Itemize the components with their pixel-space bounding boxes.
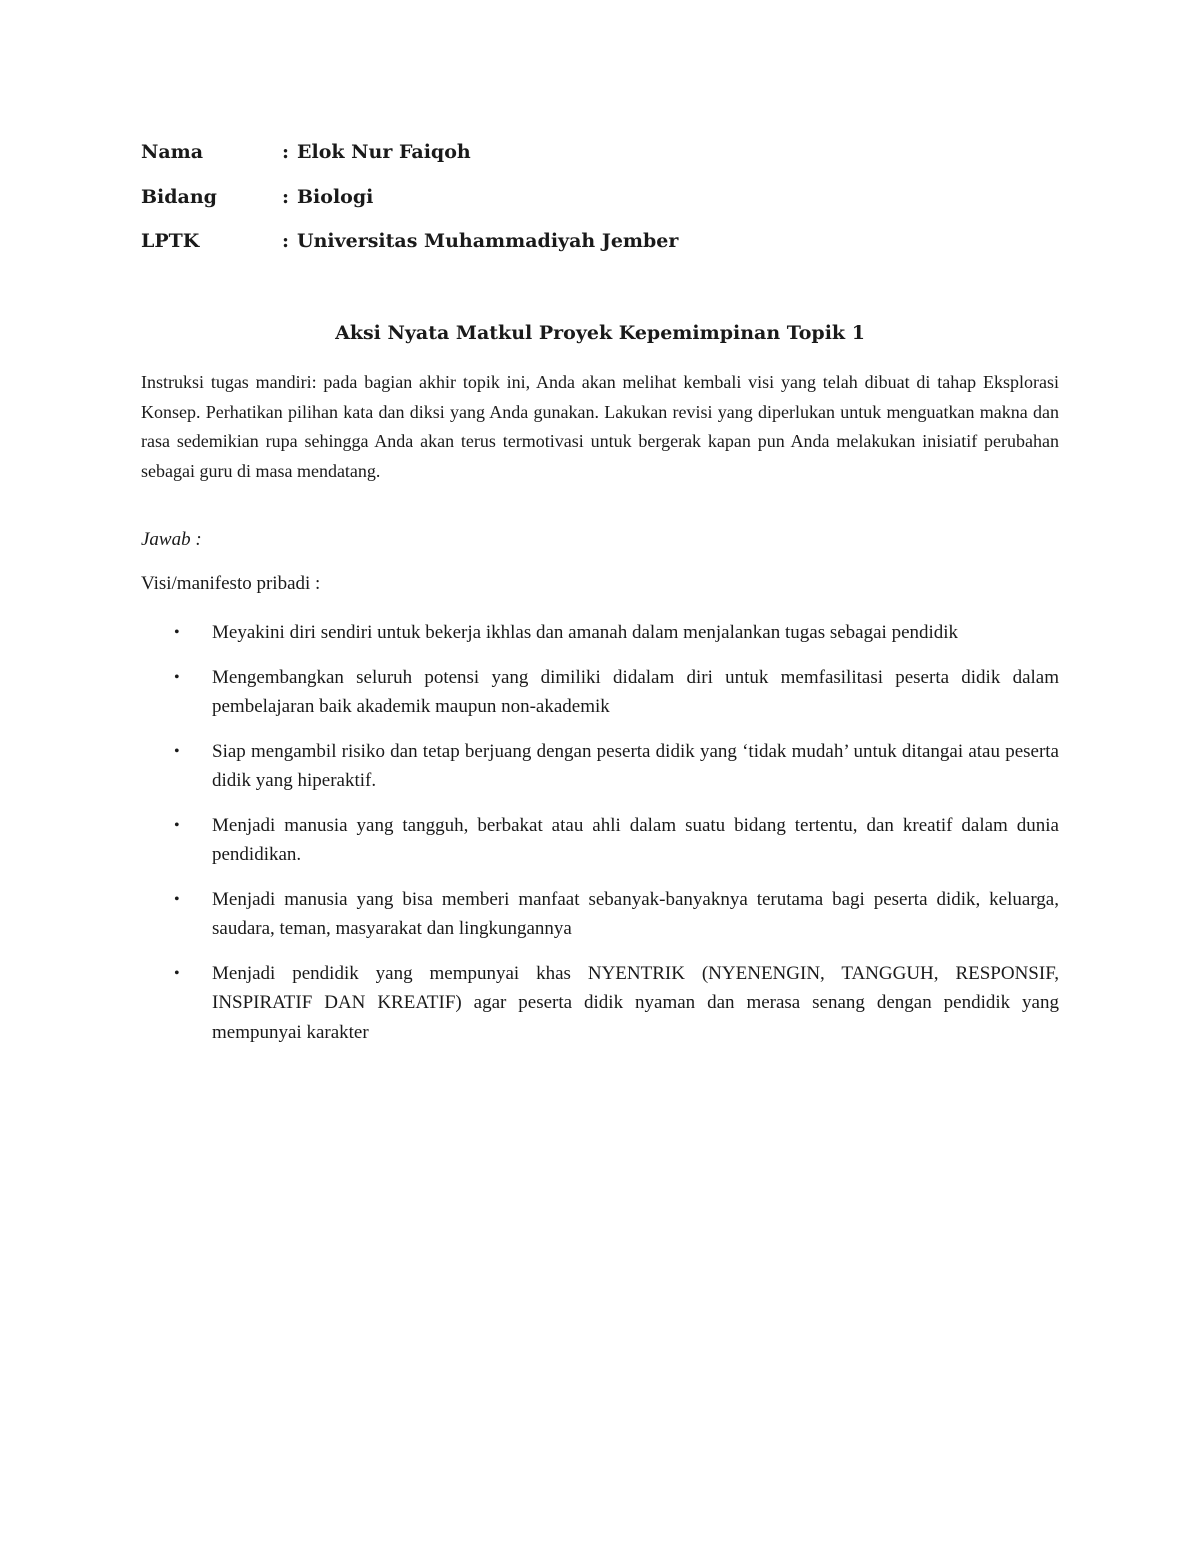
identity-label: Nama <box>141 141 204 163</box>
instructions-paragraph: Instruksi tugas mandiri: pada bagian akhir topik ini, Anda akan melihat kembali visi yang telah dibuat di tahap Eksplorasi Konsep. Perhatikan pilihan kata dan diksi yang Anda gunakan. Lakukan revisi yang diperlukan untuk menguatkan makna dan rasa sedemikian rupa sehingga Anda akan terus termotivasi untuk bergerak kapan pun Anda melakukan inisiatif perubahan sebagai guru di masa mendatang. <box>141 372 1059 481</box>
list-item <box>141 885 1059 944</box>
identity-value: Elok Nur Faiqoh <box>297 141 471 163</box>
list-item <box>141 959 1059 1048</box>
identity-separator: : <box>282 185 290 208</box>
bullet-icon: • <box>174 816 180 834</box>
identity-separator: : <box>282 141 290 163</box>
bullet-icon: • <box>174 742 180 760</box>
list-item <box>141 737 1059 796</box>
list-item <box>141 663 1059 722</box>
identity-label: Bidang <box>141 185 217 208</box>
identity-label: LPTK <box>141 230 200 252</box>
identity-row-lptk <box>141 230 678 275</box>
identity-value: Universitas Muhammadiyah Jember <box>297 230 679 252</box>
list-item-text: Mengembangkan seluruh potensi yang dimiliki didalam diri untuk memfasilitasi peserta didik dalam pembelajaran baik akademik maupun non-akademik <box>212 666 1059 717</box>
document-page <box>141 0 1059 1553</box>
identity-row-bidang <box>141 186 678 231</box>
identity-separator: : <box>282 230 290 252</box>
list-item-text: Menjadi manusia yang bisa memberi manfaat sebanyak-banyaknya terutama bagi peserta didik, keluarga, saudara, teman, masyarakat dan lingkungannya <box>212 888 1059 939</box>
bullet-icon: • <box>174 890 180 908</box>
list-item <box>141 811 1059 870</box>
bullet-icon: • <box>174 668 180 686</box>
list-item <box>141 618 1059 648</box>
bullet-icon: • <box>174 964 180 982</box>
list-item-text: Meyakini diri sendiri untuk bekerja ikhlas dan amanah dalam menjalankan tugas sebagai pendidik <box>212 622 959 643</box>
list-item-text: Menjadi manusia yang tangguh, berbakat atau ahli dalam suatu bidang tertentu, dan kreatif dalam dunia pendidikan. <box>212 814 1059 865</box>
list-item-text: Siap mengambil risiko dan tetap berjuang dengan peserta didik yang ‘tidak mudah’ untuk ditangai atau peserta didik yang hiperaktif. <box>212 740 1059 791</box>
bullet-icon: • <box>174 624 180 641</box>
identity-table <box>141 141 678 275</box>
vision-label: Visi/manifesto pribadi : <box>141 573 321 594</box>
list-item-text: Menjadi pendidik yang mempunyai khas NYENTRIK (NYENENGIN, TANGGUH, RESPONSIF, INSPIRATIF DAN KREATIF) agar peserta didik nyaman dan merasa senang dengan pendidik yang mempunyai karakter <box>212 962 1059 1043</box>
vision-list <box>141 618 1059 1062</box>
identity-row-nama <box>141 141 678 186</box>
document-title: Aksi Nyata Matkul Proyek Kepemimpinan Topik 1 <box>335 322 865 344</box>
answer-label: Jawab : <box>141 529 202 550</box>
identity-value: Biologi <box>297 185 374 208</box>
